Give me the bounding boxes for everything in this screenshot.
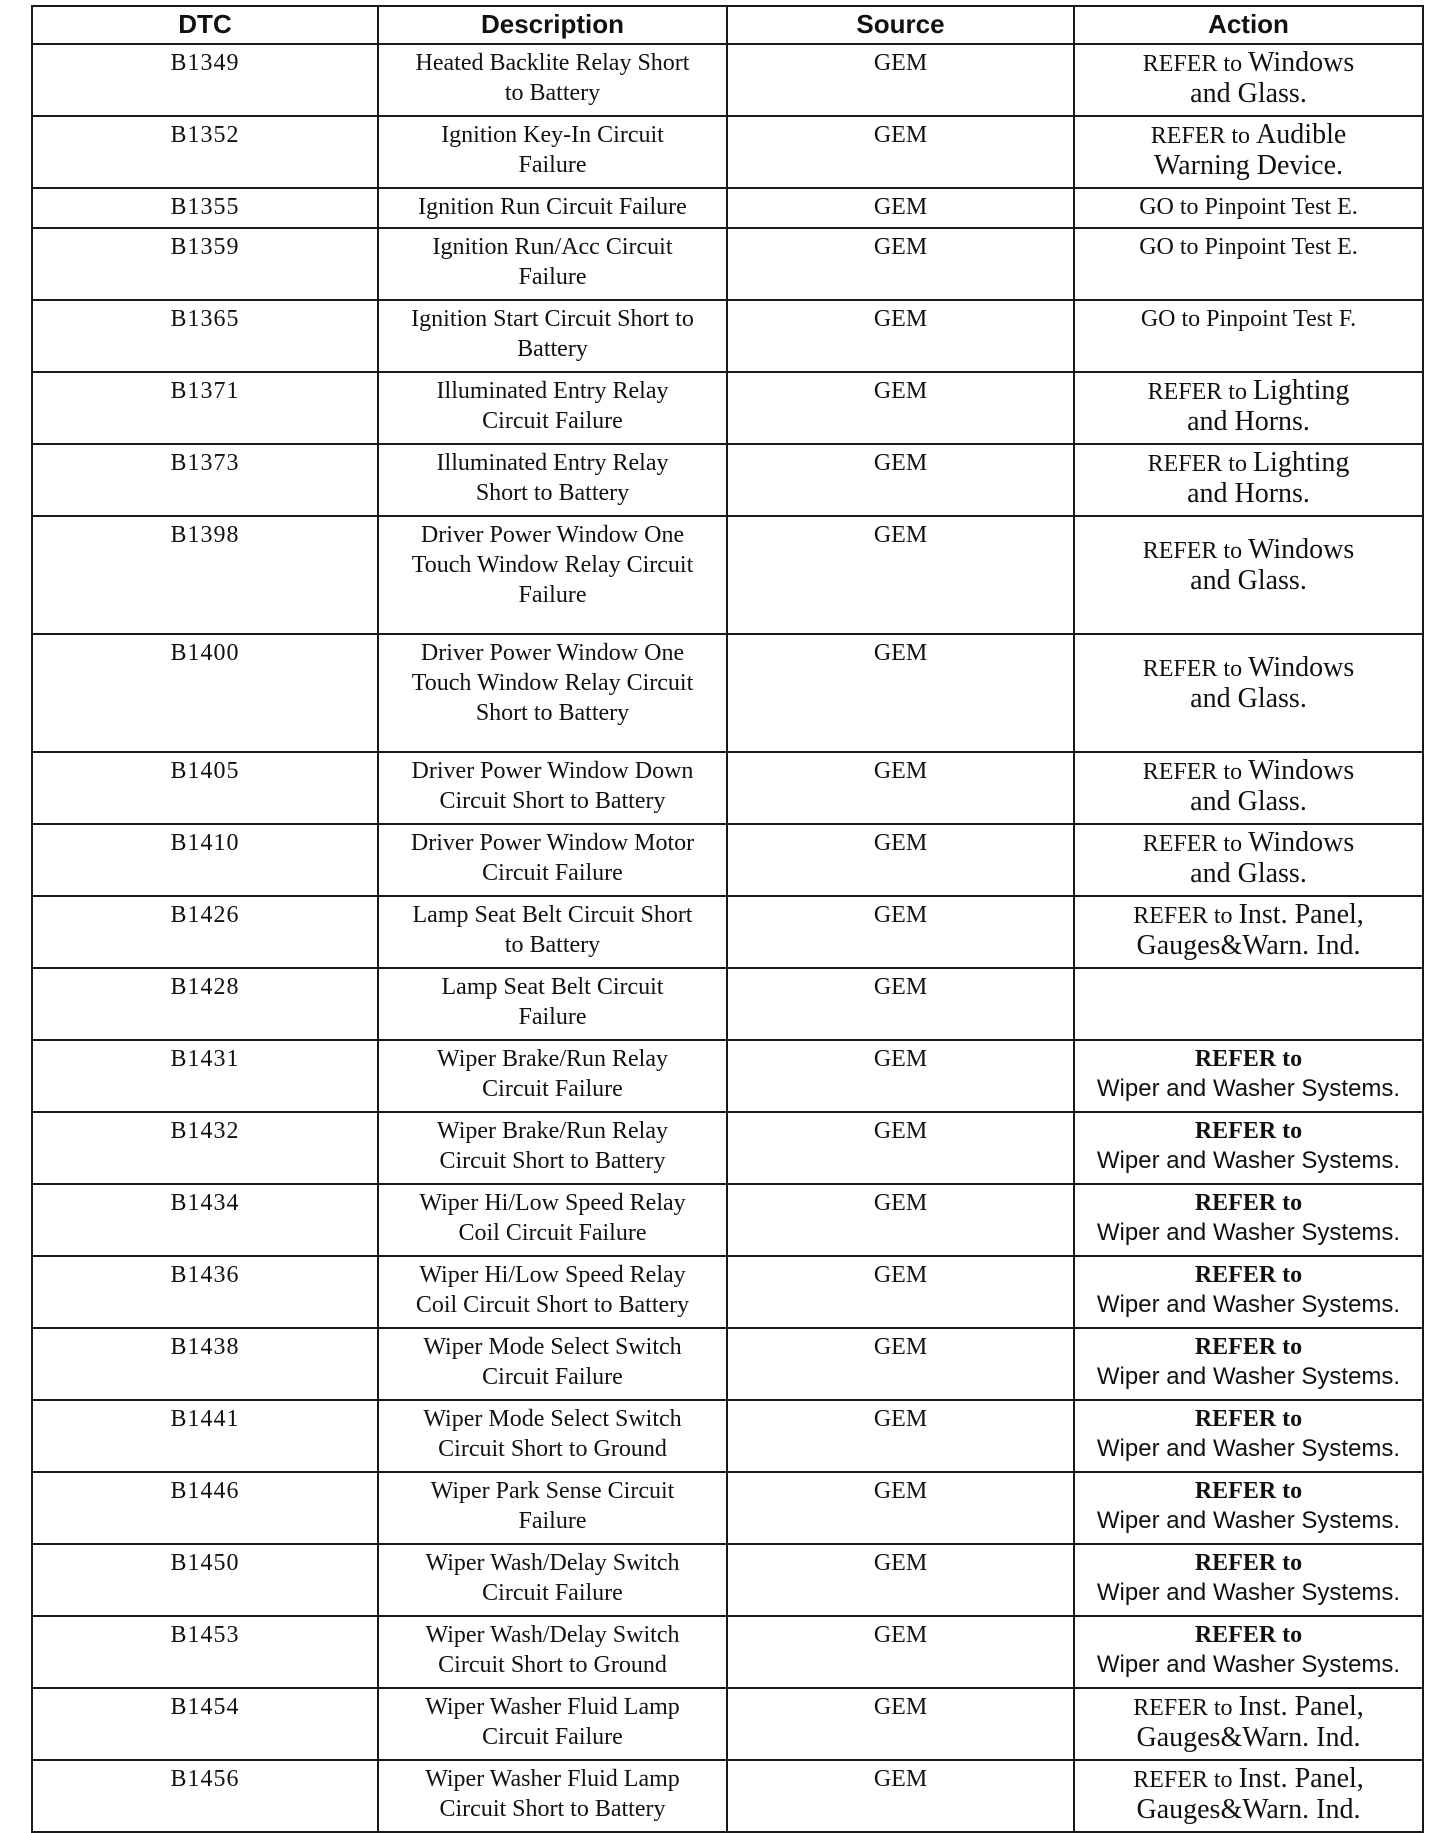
action (1074, 968, 1423, 1040)
description-line: Driver Power Window Down (411, 758, 694, 784)
description-line: Wiper Wash/Delay Switch (425, 1622, 680, 1648)
table-row (32, 372, 1423, 444)
description (378, 1040, 727, 1112)
description-line: Touch Window Relay Circuit (411, 552, 694, 578)
table-row (32, 1328, 1423, 1400)
table-row (32, 1112, 1423, 1184)
source: GEM (727, 1616, 1074, 1688)
description-line: Driver Power Window One (420, 640, 685, 666)
source: GEM (727, 1328, 1074, 1400)
description-line: Failure (518, 264, 587, 290)
action-refer: REFER to (1142, 538, 1243, 564)
table-row (32, 634, 1423, 752)
source: GEM (727, 752, 1074, 824)
table-row (32, 44, 1423, 116)
source: GEM (727, 44, 1074, 116)
description-line: Wiper Washer Fluid Lamp (425, 1694, 680, 1720)
description-line: Wiper Park Sense Circuit (430, 1478, 675, 1504)
action (1074, 824, 1423, 896)
action-refer: REFER to (1194, 1406, 1303, 1432)
action-target-cont: and Glass. (1190, 683, 1307, 714)
source: GEM (727, 188, 1074, 228)
dtc-code: B1432 (32, 1112, 378, 1184)
action (1074, 44, 1423, 116)
description (378, 1616, 727, 1688)
dtc-code: B1431 (32, 1040, 378, 1112)
action-target: Inst. Panel, (1238, 899, 1364, 930)
action-refer: REFER to (1142, 831, 1243, 857)
description-line: Circuit Failure (482, 408, 623, 434)
description (378, 896, 727, 968)
action-refer: REFER to (1194, 1046, 1303, 1072)
action-target-link: Wiper and Washer Systems. (1096, 1219, 1401, 1246)
dtc-code: B1398 (32, 516, 378, 634)
action-text: GO to Pinpoint Test F. (1140, 306, 1357, 332)
action (1074, 188, 1423, 228)
action-refer: REFER to (1133, 1767, 1233, 1793)
dtc-code: B1438 (32, 1328, 378, 1400)
description-line: Coil Circuit Short to Battery (415, 1292, 690, 1318)
action-refer: REFER to (1194, 1550, 1303, 1576)
source: GEM (727, 634, 1074, 752)
source: GEM (727, 968, 1074, 1040)
dtc-code: B1454 (32, 1688, 378, 1760)
action-target: Inst. Panel, (1238, 1691, 1364, 1722)
table-row (32, 896, 1423, 968)
source: GEM (727, 1112, 1074, 1184)
description-line: Driver Power Window Motor (410, 830, 695, 856)
description (378, 300, 727, 372)
action-refer: REFER to (1142, 51, 1243, 77)
description-line: Wiper Brake/Run Relay (437, 1118, 668, 1144)
table-row (32, 824, 1423, 896)
action (1074, 1616, 1423, 1688)
action (1074, 1184, 1423, 1256)
action (1074, 228, 1423, 300)
action-refer: REFER to (1150, 123, 1251, 149)
description-line: Ignition Run Circuit Failure (418, 194, 687, 220)
description-line: Coil Circuit Failure (458, 1220, 647, 1246)
description-line: Circuit Failure (482, 1724, 623, 1750)
action-target: Windows (1248, 827, 1355, 858)
source: GEM (727, 444, 1074, 516)
table-row (32, 1040, 1423, 1112)
description-line: Wiper Hi/Low Speed Relay (419, 1190, 686, 1216)
source: GEM (727, 1472, 1074, 1544)
table-body (32, 44, 1423, 1832)
dtc-code: B1441 (32, 1400, 378, 1472)
action (1074, 1040, 1423, 1112)
action-refer: REFER to (1133, 903, 1233, 929)
description (378, 1760, 727, 1832)
description-line: Ignition Key-In Circuit (441, 122, 664, 148)
action-text: GO to Pinpoint Test E. (1139, 234, 1358, 260)
action-target: Windows (1248, 47, 1355, 78)
dtc-code: B1446 (32, 1472, 378, 1544)
action (1074, 444, 1423, 516)
description (378, 228, 727, 300)
description-line: Circuit Short to Ground (438, 1652, 667, 1678)
table-row (32, 516, 1423, 634)
action (1074, 1256, 1423, 1328)
action-target-cont: Gauges&Warn. Ind. (1136, 930, 1361, 961)
description-line: Wiper Mode Select Switch (423, 1334, 682, 1360)
dtc-code: B1436 (32, 1256, 378, 1328)
description-line: Circuit Short to Battery (439, 1796, 666, 1822)
dtc-code: B1373 (32, 444, 378, 516)
description-line: Circuit Failure (482, 1364, 623, 1390)
dtc-code: B1400 (32, 634, 378, 752)
action-target: Windows (1248, 534, 1355, 565)
source: GEM (727, 228, 1074, 300)
action-target: Audible (1256, 119, 1347, 150)
description (378, 1184, 727, 1256)
table-row (32, 1184, 1423, 1256)
description-line: Illuminated Entry Relay (436, 450, 669, 476)
action-target-cont: and Glass. (1190, 78, 1307, 109)
description-line: Short to Battery (475, 480, 630, 506)
dtc-code: B1359 (32, 228, 378, 300)
action-refer: REFER to (1147, 379, 1247, 405)
action-target-link: Wiper and Washer Systems. (1096, 1579, 1401, 1606)
dtc-code: B1371 (32, 372, 378, 444)
table-row (32, 1256, 1423, 1328)
dtc-code: B1410 (32, 824, 378, 896)
action (1074, 896, 1423, 968)
action-text: GO to Pinpoint Test E. (1139, 194, 1358, 220)
table-row (32, 1688, 1423, 1760)
description-line: Circuit Short to Battery (439, 1148, 666, 1174)
table-row (32, 228, 1423, 300)
table-row (32, 1760, 1423, 1832)
description-line: Heated Backlite Relay Short (415, 50, 690, 76)
description-line: Wiper Wash/Delay Switch (425, 1550, 680, 1576)
action (1074, 1472, 1423, 1544)
description-line: Circuit Short to Ground (438, 1436, 667, 1462)
description (378, 1688, 727, 1760)
description-line: Wiper Mode Select Switch (423, 1406, 682, 1432)
source: GEM (727, 1688, 1074, 1760)
source: GEM (727, 1184, 1074, 1256)
action-target: Lighting (1252, 375, 1350, 406)
description-line: Failure (518, 1508, 587, 1534)
description-line: Lamp Seat Belt Circuit (441, 974, 664, 1000)
description (378, 824, 727, 896)
action-target-cont: Gauges&Warn. Ind. (1136, 1722, 1361, 1753)
description (378, 1112, 727, 1184)
action-target: Windows (1248, 755, 1355, 786)
action-target-cont: Warning Device. (1154, 150, 1343, 181)
description (378, 1328, 727, 1400)
description-line: Short to Battery (475, 700, 630, 726)
dtc-code: B1355 (32, 188, 378, 228)
table-header-row (32, 6, 1423, 44)
source: GEM (727, 1400, 1074, 1472)
description-line: Failure (518, 152, 587, 178)
header-source: Source (727, 6, 1074, 44)
action-target: Lighting (1252, 447, 1350, 478)
source: GEM (727, 1544, 1074, 1616)
action (1074, 300, 1423, 372)
description (378, 444, 727, 516)
action-target-link: Wiper and Washer Systems. (1096, 1147, 1401, 1174)
source: GEM (727, 516, 1074, 634)
dtc-table (31, 5, 1424, 1833)
action (1074, 634, 1423, 752)
dtc-code: B1450 (32, 1544, 378, 1616)
action-target-cont: Gauges&Warn. Ind. (1136, 1794, 1361, 1825)
action-target-cont: and Glass. (1190, 786, 1307, 817)
action-refer: REFER to (1147, 451, 1247, 477)
table-row (32, 752, 1423, 824)
dtc-code: B1453 (32, 1616, 378, 1688)
description-line: Battery (517, 336, 588, 362)
description (378, 1472, 727, 1544)
header-dtc: DTC (32, 6, 378, 44)
table-row (32, 968, 1423, 1040)
description (378, 44, 727, 116)
description-line: Touch Window Relay Circuit (411, 670, 694, 696)
description-line: Ignition Start Circuit Short to (411, 306, 694, 332)
description (378, 372, 727, 444)
dtc-code: B1426 (32, 896, 378, 968)
description-line: Illuminated Entry Relay (436, 378, 669, 404)
description (378, 516, 727, 634)
table-row (32, 1472, 1423, 1544)
source: GEM (727, 896, 1074, 968)
action-refer: REFER to (1194, 1190, 1303, 1216)
action-target-link: Wiper and Washer Systems. (1096, 1291, 1401, 1318)
action-refer: REFER to (1194, 1262, 1303, 1288)
action-target-link: Wiper and Washer Systems. (1096, 1651, 1401, 1678)
description-line: to Battery (504, 932, 601, 958)
action-target-link: Wiper and Washer Systems. (1096, 1507, 1401, 1534)
action-refer: REFER to (1142, 656, 1243, 682)
table-row (32, 444, 1423, 516)
source: GEM (727, 1040, 1074, 1112)
action-refer: REFER to (1133, 1695, 1233, 1721)
description (378, 1544, 727, 1616)
action-refer: REFER to (1142, 759, 1243, 785)
dtc-code: B1428 (32, 968, 378, 1040)
action (1074, 1112, 1423, 1184)
action (1074, 516, 1423, 634)
table-row (32, 116, 1423, 188)
action (1074, 1328, 1423, 1400)
action (1074, 1688, 1423, 1760)
description (378, 188, 727, 228)
dtc-code: B1352 (32, 116, 378, 188)
table-row (32, 300, 1423, 372)
header-action: Action (1074, 6, 1423, 44)
description-line: Driver Power Window One (420, 522, 685, 548)
action-target-link: Wiper and Washer Systems. (1096, 1435, 1401, 1462)
source: GEM (727, 372, 1074, 444)
action-target-cont: and Glass. (1190, 858, 1307, 889)
action-target-cont: and Horns. (1187, 478, 1310, 509)
action-target: Inst. Panel, (1238, 1763, 1364, 1794)
description (378, 968, 727, 1040)
dtc-code: B1456 (32, 1760, 378, 1832)
table-row (32, 1544, 1423, 1616)
description (378, 752, 727, 824)
description (378, 1400, 727, 1472)
description-line: Wiper Washer Fluid Lamp (425, 1766, 680, 1792)
source: GEM (727, 1256, 1074, 1328)
header-description: Description (378, 6, 727, 44)
dtc-code: B1434 (32, 1184, 378, 1256)
source: GEM (727, 300, 1074, 372)
table-row (32, 1400, 1423, 1472)
table-row (32, 188, 1423, 228)
dtc-code: B1405 (32, 752, 378, 824)
description (378, 1256, 727, 1328)
description-line: Failure (518, 1004, 587, 1030)
source: GEM (727, 1760, 1074, 1832)
action-target-link: Wiper and Washer Systems. (1096, 1363, 1401, 1390)
action (1074, 116, 1423, 188)
action (1074, 752, 1423, 824)
action-target-cont: and Horns. (1187, 406, 1310, 437)
table-row (32, 1616, 1423, 1688)
description (378, 116, 727, 188)
dtc-code: B1365 (32, 300, 378, 372)
description-line: to Battery (504, 80, 601, 106)
dtc-code: B1349 (32, 44, 378, 116)
description-line: Circuit Failure (482, 860, 623, 886)
source: GEM (727, 824, 1074, 896)
description-line: Circuit Short to Battery (439, 788, 666, 814)
action (1074, 372, 1423, 444)
action-refer: REFER to (1194, 1622, 1303, 1648)
action-target: Windows (1248, 652, 1355, 683)
action (1074, 1400, 1423, 1472)
description-line: Wiper Brake/Run Relay (437, 1046, 668, 1072)
description-line: Wiper Hi/Low Speed Relay (419, 1262, 686, 1288)
action (1074, 1760, 1423, 1832)
description-line: Ignition Run/Acc Circuit (432, 234, 673, 260)
action-refer: REFER to (1194, 1118, 1303, 1144)
action-refer: REFER to (1194, 1334, 1303, 1360)
description-line: Circuit Failure (482, 1580, 623, 1606)
action-refer: REFER to (1194, 1478, 1303, 1504)
action-target-link: Wiper and Washer Systems. (1096, 1075, 1401, 1102)
description-line: Lamp Seat Belt Circuit Short (412, 902, 693, 928)
description-line: Failure (518, 582, 587, 608)
description (378, 634, 727, 752)
description-line: Circuit Failure (482, 1076, 623, 1102)
source: GEM (727, 116, 1074, 188)
action (1074, 1544, 1423, 1616)
action-target-cont: and Glass. (1190, 565, 1307, 596)
